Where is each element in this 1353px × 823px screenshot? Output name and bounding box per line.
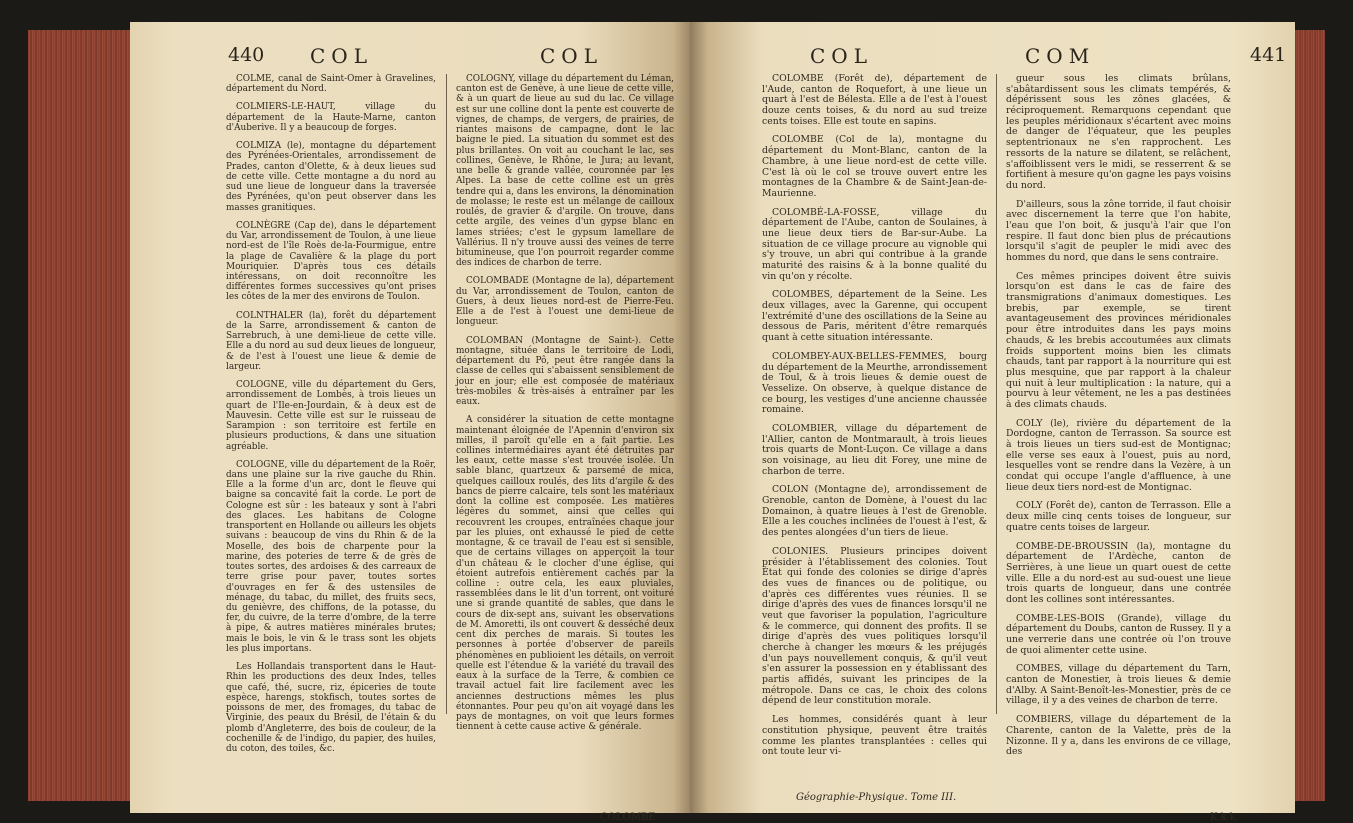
entry-paragraph: COLOMBÉ-LA-FOSSE, village du département de l'Aube, canton de Soulaines, à une lieue deux tiers de Bar-sur-Aube. La situation de ce village procure au vignoble qui s'y trouve, un abri qui contribue à la grande maturité des raisins & à la bonne qualité du vin qu'on y récolte. — [762, 206, 987, 282]
entry-paragraph: COLOMBEY-AUX-BELLES-FEMMES, bourg du département de la Meurthe, arrondissement de Toul, & à trois lieues & demie ouest de Vesselize. On observe, à quelque distance de ce bourg, les vestiges d'une ancienne chaussée romaine. — [762, 350, 988, 416]
entry-paragraph: COLON (Montagne de), arrondissement de Grenoble, canton de Domène, à l'ouest du lac Domainon, à quatre lieues à l'est de Grenoble. Elle a les couches inclinées de l'ouest à l'est, & des pentes alongées d'un tiers de lieue. — [762, 484, 987, 539]
entry-paragraph: COLOMBIER, village du département de l'Allier, canton de Montmarault, à trois lieues trois quarts de Mont-Luçon. Ce village a dans son voisinage, au lieu dit Forey, une mine de charbon de terre. — [762, 422, 987, 477]
entry-paragraph: COLY (Forêt de), canton de Terrasson. Elle a deux mille cinq cents toises de longueur, sur quatre cents toises de largeur. — [1006, 500, 1231, 533]
entry-paragraph: COLOMBES, département de la Seine. Les deux villages, avec la Garenne, qui occupent l'extrémité d'une des oscillations de la Seine au dessous de Paris, méritent d'être remarqués quant à cette situation intéressante. — [762, 289, 987, 344]
left-column-rule — [446, 74, 447, 714]
entry-paragraph: gueur sous les climats brûlans, s'abâtardissent sous les climats tempérés, & dépérissent sous les zônes glacées, & réciproquement. Remarquons cependant que les peuples méridionaux s'écartent avec moins de danger de l'équateur, que les peuples septentrionaux ne s'en rapprochent. Les ressorts de la nature se dilatent, se relâchent, s'affoiblissent vers le midi, se resserrent & se fortifient à mesure qu'on gagne les pays voisins du nord. — [1006, 73, 1231, 191]
entry-paragraph: COLOMBAN (Montagne de Saint-). Cette montagne, située dans le territoire de Lodi, département du Pô, peut être rangée dans la classe de celles qui s'abaissent sensiblement de jour en jour; elle est composée de matériaux très-mobiles & très-aisés à entraîner par les eaux. — [456, 335, 674, 408]
left-running-head-left: COL — [310, 44, 373, 68]
signature-mark: K k k — [1210, 812, 1236, 823]
entry-paragraph: COLOMBADE (Montagne de la), département du Var, arrondissement de Toulon, canton de Guers, à deux lieues nord-est de Pierre-Feu. Elle a de l'est à l'ouest une demi-lieue de longueur. — [456, 276, 674, 328]
entry-paragraph: COLY (le), rivière du département de la Dordogne, canton de Terrasson. Sa source est à trois lieues un tiers sud-est de Montignac; elle verse ses eaux à l'ouest, puis au nord, lesquelles vont se rendre dans la Vezère, à un condat qui occupe l'angle d'affluence, à une lieue deux tiers nord-est de Montignac. — [1006, 417, 1231, 493]
left-page — [130, 22, 690, 823]
entry-paragraph: Ces mêmes principes doivent être suivis lorsqu'on est dans le cas de faire des transmigrations d'animaux domestiques. Les brebis, par exemple, se tirent avantageusement des provinces méridionales pour être introduites dans les pays moins chauds, & les brebis accoutumées aux climats froids supportent moins bien les climats chauds, tant par rapport à la nourriture qui est plus mesquine, que par rapport à la chaleur qui nuit à leur multiplication : la nature, qui a pourvu à leur vêtement, ne les a pas destinées à des climats chauds. — [1006, 270, 1231, 410]
right-running-head-right: COM — [1025, 44, 1096, 68]
right-column-1 — [762, 74, 987, 766]
right-column-rule — [996, 74, 997, 714]
catchword: COLOMBE — [600, 812, 656, 823]
right-column-2 — [1006, 74, 1231, 766]
left-column-1 — [226, 74, 436, 762]
entry-paragraph: COMBES, village du département du Tarn, canton de Monestier, à trois lieues & demie d'Alby. A Saint-Benoît-les-Monestier, près de ce village, il y a des veines de charbon de terre. — [1006, 663, 1231, 707]
entry-paragraph: COLOGNE, ville du département de la Roër, dans une plaine sur la rive gauche du Rhin. Elle a la forme d'un arc, dont le fleuve qui baigne sa concavité fait la corde. Le port de Cologne est sûr : les bateaux y sont à l'abri des glaces. Les habitans de Cologne transportent en Hollande ou ailleurs les objets suivans : beaucoup de vins du Rhin & de la Moselle, des bois de charpente pour la marine, des poteries de terre & de grès de toutes sortes, des ardoises & des carreaux de terre grise pour paver, toutes sortes d'ouvrages en fer & des ustensiles de ménage, du tabac, du millet, des fruits secs, du genièvre, des chiffons, de la potasse, du fer, du cuivre, de la terre d'ombre, de la terre à pipe, & autres matières minérales brutes; mais le bois, le vin & le trass sont les objets les plus importans. — [226, 459, 436, 654]
entry-paragraph: COLOGNY, village du département du Léman, canton est de Genève, à une lieue de cette ville, & à un quart de lieue au sud du lac. Ce village est sur une colline dont la pente est couverte de vignes, de champs, de vergers, de prairies, de riantes maisons de campagne, dont le lac baigne le pied. La situation du sommet est des plus brillantes. On voit au couchant le lac, ses collines, Genève, le Rhône, le Jura; au levant, une belle & grande vallée, couronnée par les Alpes. La base de cette colline est un grès tendre qui a, dans les environs, la dénomination de molasse; le reste est un mélange de cailloux roulés, de gravier & d'argile. On trouve, dans cette argile, des veines d'un gypse blanc en lames striées; c'est le gypsum lamellare de Vallérius. Il n'y trouve aussi des veines de terre bitumineuse, que l'on pourroit regarder comme des indices de charbon de terre. — [456, 74, 674, 269]
left-page-edges — [28, 30, 138, 801]
entry-paragraph: D'ailleurs, sous la zône torride, il faut choisir avec discernement la terre que l'on habite, l'eau que l'on boit, & jusqu'à l'air que l'on respire. Il faut donc bien plus de précautions lorsqu'il s'agit de peupler le midi avec des hommes du nord, que dans le sens contraire. — [1006, 198, 1231, 263]
right-page — [690, 22, 1295, 823]
entry-paragraph: COMBE-DE-BROUSSIN (la), montagne du département de l'Ardèche, canton de Serrières, à une lieue un quart ouest de cette ville. Elle a du nord-est au sud-ouest une lieue trois quarts de longueur, dans une contrée dont les collines sont intéressantes. — [1006, 540, 1231, 605]
left-column-2 — [456, 74, 674, 741]
entry-paragraph: COLNÈGRE (Cap de), dans le département du Var, arrondissement de Toulon, à une lieue nord-est de l'île Roès de-la-Fourmigue, entre la plage de Cavalière & la plage du port Mouriquier. D'après tous ces détails intéressans, on doit reconnoître les différentes formes successives qu'ont prises les côtes de la mer des environs de Toulon. — [226, 220, 436, 303]
entry-paragraph: COMBIERS, village du département de la Charente, canton de la Valette, près de la Nizonne. Il y a, dans les environs de ce village, des — [1006, 714, 1231, 758]
entry-paragraph: A considérer la situation de cette montagne maintenant éloignée de l'Apennin d'environ six milles, il paroît qu'elle en a fait partie. Les collines intermédiaires ayant été détruites par les eaux, cette masse s'est trouvée isolée. Un sable blanc, quartzeux & parsemé de mica, quelques cailloux roulés, des lits d'argile & des bancs de pierre calcaire, tels sont les matériaux dont la colline est composée. Les matières légères du sommet, ainsi que celles qui recouvrent les croupes, entraînées chaque jour par les pluies, ont exhaussé le pied de cette montagne, & ce travail de l'eau est si sensible, que de certains villages on apperçoit la tour d'un château & le clocher d'une église, qui étoient autrefois entièrement cachés par la colline : outre cela, les eaux pluviales, rassemblées dans le lit d'un torrent, ont voituré une si grande quantité de sables, que dans le cours de dix-sept ans, suivant les observations de M. Amoretti, ils ont couvert & desséché deux cent dix perches de marais. Si toutes les personnes à portée d'observer de pareils phénomènes en publioient les détails, on verroit quelle est l'étendue & la variété du travail des eaux à la surface de la Terre, & combien ce travail actuel fait lire facilement avec les anciennes destructions mêmes les plus étonnantes. Pour peu qu'on ait voyagé dans les pays de montagnes, on voit que leurs formes tiennent à cette cause active & générale. — [456, 415, 674, 733]
entry-paragraph: COLMIZA (le), montagne du département des Pyrénées-Orientales, arrondissement de Prades, canton d'Olette, & à deux lieues sud de cette ville. Cette montagne a du nord au sud une lieue de longueur dans la traversée des Pyrénées, qu'on peut observer dans les masses granitiques. — [226, 141, 436, 213]
entry-paragraph: COLOMBE (Forêt de), département de l'Aude, canton de Roquefort, à une lieue un quart à l'est de Bélesta. Elle a de l'est à l'ouest douze cents toises, & du nord au sud treize cents toises. Elle est toute en sapins. — [762, 73, 987, 127]
entry-paragraph: COLME, canal de Saint-Omer à Gravelines, département du Nord. — [226, 74, 436, 95]
left-running-head-right: COL — [540, 44, 603, 68]
entry-paragraph: COLMIERS-LE-HAUT, village du département de la Haute-Marne, canton d'Auberive. Il y a beaucoup de forges. — [226, 102, 436, 133]
entry-paragraph: COMBE-LES-BOIS (Grande), village du département du Doubs, canton de Russey. Il y a une verrerie dans une contrée où l'on trouve de quoi alimenter cette usine. — [1006, 612, 1231, 656]
entry-paragraph: Les Hollandais transportent dans le Haut-Rhin les productions des deux Indes, telles que café, thé, sucre, riz, épiceries de toute espèce, harengs, stokfisch, toutes sortes de poissons de mer, des fromages, du tabac de Virginie, des peaux du Brésil, de l'étain & du plomb d'Angleterre, des bois de couleur, de la cochenille & de l'indigo, du papier, des huiles, du coton, des toiles, &c. — [226, 662, 436, 755]
entry-paragraph: COLOMBE (Col de la), montagne du département du Mont-Blanc, canton de la Chambre, à une lieue nord-est de cette ville. C'est là où le col se trouve ouvert entre les montagnes de la Chambre & de Saint-Jean-de-Maurienne. — [762, 134, 987, 199]
page-footer: Géographie-Physique. Tome III. — [796, 792, 957, 803]
entry-paragraph: COLNTHALER (la), forêt du département de la Sarre, arrondissement & canton de Sarrebruch, à une demi-lieue de cette ville. Elle a du nord au sud deux lieues de longueur, & de l'est à l'ouest une lieue & demie de largeur. — [226, 310, 436, 372]
entry-paragraph: Les hommes, considérés quant à leur constitution physique, peuvent être traités comme les plantes transplantées : celles qui ont toute leur vi- — [762, 714, 987, 758]
right-running-head-left: COL — [810, 44, 873, 68]
right-page-number: 441 — [1250, 44, 1287, 66]
left-page-number: 440 — [228, 44, 265, 66]
entry-paragraph: COLOGNE, ville du département du Gers, arrondissement de Lombès, à trois lieues un quart de l'Ile-en-Jourdain, & à deux est de Mauvesin. Cette ville est sur le ruisseau de Sarampion : son territoire est fertile en plusieurs productions, & dans une situation agréable. — [226, 380, 436, 452]
entry-paragraph: COLONIES. Plusieurs principes doivent présider à l'établissement des colonies. Tout État qui fonde des colonies se dirige d'après des vues de finances ou de politique, ou d'après ces différentes vues réunies. Il se dirige d'après des vues de finances lorsqu'il ne veut que favoriser la population, l'agriculture & le commerce, qui donnent des profits. Il se dirige d'après des vues politiques lorsqu'il cherche à changer les mœurs & les préjugés d'un pays nouvellement conquis, & qu'il veut s'en assurer la possession en y établissant des partis affidés, suivant les principes de la métropole. Dans ce cas, le choix des colons dépend de leur constitution morale. — [762, 545, 987, 707]
